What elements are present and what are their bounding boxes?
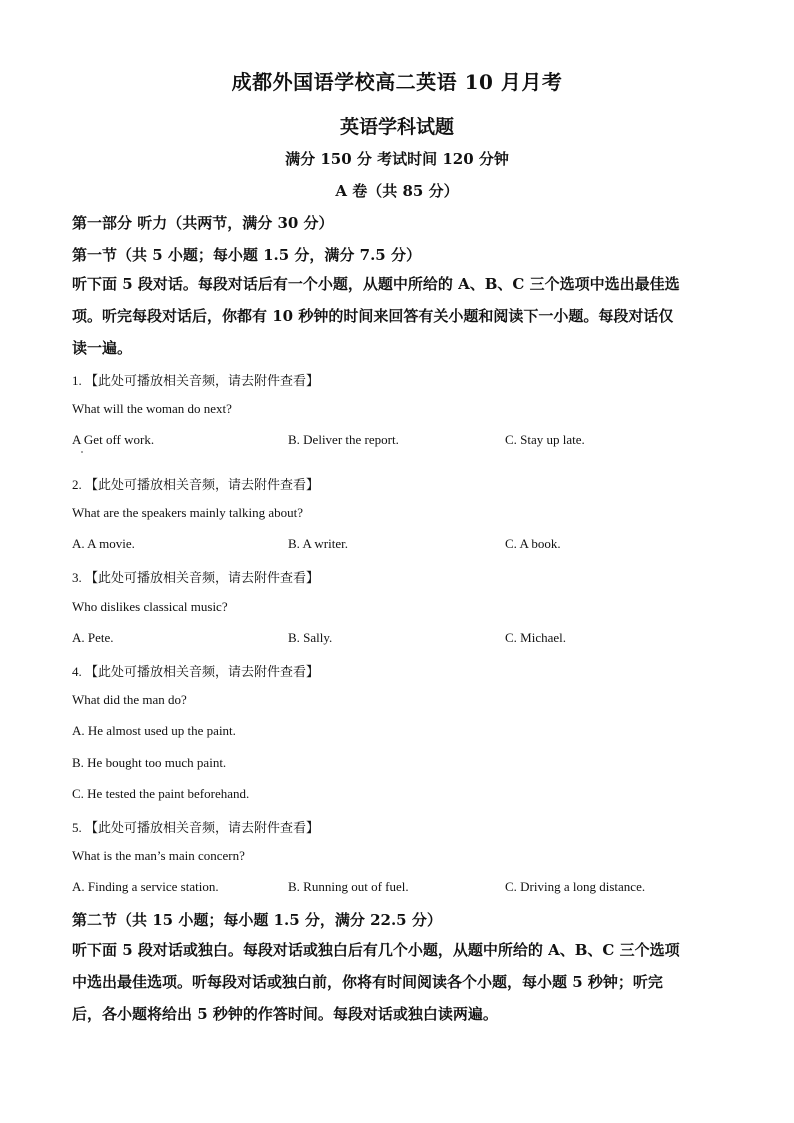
question-number: 1.	[72, 373, 82, 388]
question-4-option-b: B. He bought too much paint.	[72, 755, 227, 770]
school-title: 成都外国语学校高二英语 10 月月考	[231, 70, 563, 94]
question-4-option-a: A. He almost used up the paint.	[72, 723, 236, 738]
question-5-text: What is the man’s main concern?	[72, 848, 245, 863]
question-number: 4.	[72, 664, 82, 679]
part1-title: 第一部分 听力（共两节，满分 30 分）	[72, 214, 334, 232]
question-3-option-c: C. Michael.	[505, 630, 567, 645]
score-time-line: 满分 150 分 考试时间 120 分钟	[285, 150, 509, 168]
question-1-option-c: C. Stay up late.	[505, 432, 585, 447]
question-1-option-b: B. Deliver the report.	[288, 432, 399, 447]
audio-link[interactable]: 【此处可播放相关音频，请去附件查看】	[85, 571, 320, 586]
instruction-line: 后，各小题将给出 5 秒钟的作答时间。每段对话或独白读两遍。	[72, 1005, 498, 1023]
instruction-line: 项。听完每段对话后，你都有 10 秒钟的时间来回答有关小题和阅读下一小题。每段对话仅	[72, 307, 674, 325]
question-5-option-a: A. Finding a service station.	[72, 879, 219, 894]
question-2-header	[72, 474, 319, 493]
section1-title: 第一节（共 5 小题；每小题 1.5 分，满分 7.5 分）	[72, 246, 421, 264]
question-1-option-a: A Get off work.	[72, 432, 155, 447]
question-2-text: What are the speakers mainly talking about?	[72, 505, 304, 520]
question-4-header	[72, 661, 319, 680]
question-1-text: What will the woman do next?	[72, 401, 232, 416]
section2-instructions	[72, 934, 722, 1030]
question-number: 3.	[72, 570, 82, 585]
question-5-header	[72, 817, 319, 836]
audio-link[interactable]: 【此处可播放相关音频，请去附件查看】	[85, 374, 320, 389]
instruction-line: 中选出最佳选项。听每段对话或独白前，你将有时间阅读各个小题，每小题 5 秒钟；听完	[72, 973, 663, 991]
question-number: 2.	[72, 477, 82, 492]
question-3-text: Who dislikes classical music?	[72, 599, 228, 614]
question-number: 5.	[72, 820, 82, 835]
question-2-option-a: A. A movie.	[72, 536, 135, 551]
stray-dot	[81, 451, 83, 453]
subject-title: 英语学科试题	[339, 116, 454, 138]
question-5-option-b: B. Running out of fuel.	[288, 879, 409, 894]
question-4-option-c: C. He tested the paint beforehand.	[72, 786, 250, 801]
question-3-header	[72, 567, 319, 586]
question-3-option-b: B. Sally.	[288, 630, 333, 645]
instruction-line: 听下面 5 段对话或独白。每段对话或独白后有几个小题，从题中所给的 A、B、C 三个选项	[72, 941, 680, 959]
question-2-option-b: B. A writer.	[288, 536, 348, 551]
question-5-option-c: C. Driving a long distance.	[505, 879, 646, 894]
question-1-header	[72, 370, 319, 389]
question-2-option-c: C. A book.	[505, 536, 561, 551]
volume-title: A 卷（共 85 分）	[335, 182, 459, 200]
question-4-text: What did the man do?	[72, 692, 187, 707]
instruction-line: 听下面 5 段对话。每段对话后有一个小题，从题中所给的 A、B、C 三个选项中选出最佳选	[72, 275, 680, 293]
section2-title: 第二节（共 15 小题；每小题 1.5 分，满分 22.5 分）	[72, 911, 442, 929]
instruction-line: 读一遍。	[72, 339, 133, 357]
section1-instructions	[72, 268, 722, 364]
audio-link[interactable]: 【此处可播放相关音频，请去附件查看】	[85, 665, 320, 680]
audio-link[interactable]: 【此处可播放相关音频，请去附件查看】	[85, 821, 320, 836]
question-3-option-a: A. Pete.	[72, 630, 114, 645]
audio-link[interactable]: 【此处可播放相关音频，请去附件查看】	[85, 478, 320, 493]
